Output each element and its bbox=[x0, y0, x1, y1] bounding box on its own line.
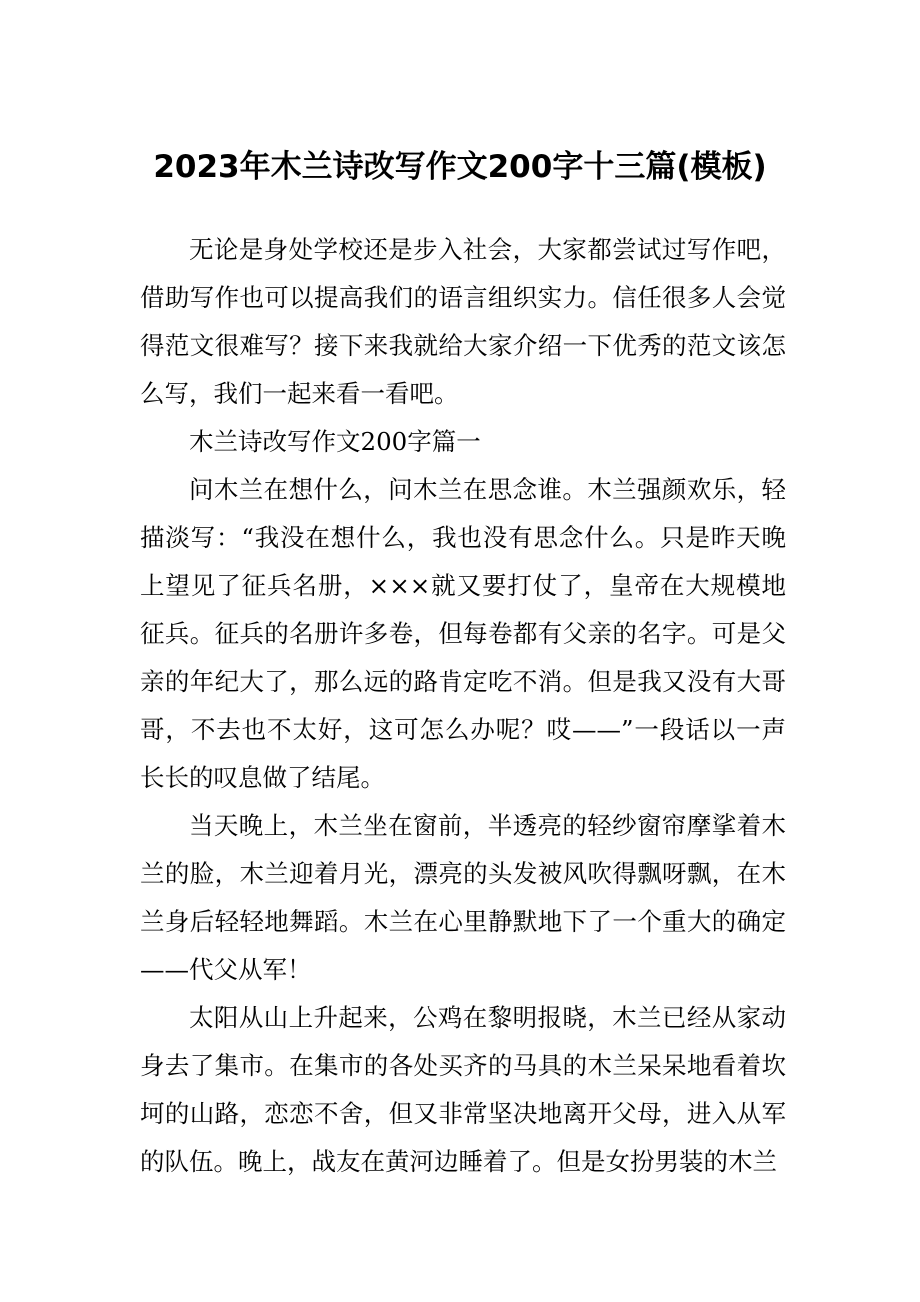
document-body bbox=[140, 226, 786, 1186]
intro-paragraph: 无论是身处学校还是步入社会，大家都尝试过写作吧，借助写作也可以提高我们的语言组织实力。信任很多人会觉得范文很难写？接下来我就给大家介绍一下优秀的范文该怎么写，我们一起来看一看吧。 bbox=[140, 235, 786, 408]
body-paragraph: 问木兰在想什么，问木兰在思念谁。木兰强颜欢乐，轻描淡写：“我没在想什么，我也没有思念什么。只是昨天晚上望见了征兵名册，×××就又要打仗了，皇帝在大规模地征兵。征兵的名册许多卷，但每卷都有父亲的名字。可是父亲的年纪大了，那么远的路肯定吃不消。但是我又没有大哥哥，不去也不太好，这可怎么办呢？哎——”一段话以一声长长的叹息做了结尾。 bbox=[140, 475, 786, 792]
document-title: 2023年木兰诗改写作文200字十三篇(模板) bbox=[153, 149, 767, 185]
body-paragraph: 太阳从山上升起来，公鸡在黎明报晓，木兰已经从家动身去了集市。在集市的各处买齐的马具的木兰呆呆地看着坎坷的山路，恋恋不舍，但又非常坚决地离开父母，进入从军的队伍。晚上，战友在黄河边睡着了。但是女扮男装的木兰 bbox=[140, 1003, 786, 1176]
section-heading: 木兰诗改写作文200字篇一 bbox=[189, 427, 481, 456]
body-paragraph: 当天晚上，木兰坐在窗前，半透亮的轻纱窗帘摩挲着木兰的脸，木兰迎着月光，漂亮的头发被风吹得飘呀飘，在木兰身后轻轻地舞蹈。木兰在心里静默地下了一个重大的确定——代父从军！ bbox=[140, 811, 786, 984]
